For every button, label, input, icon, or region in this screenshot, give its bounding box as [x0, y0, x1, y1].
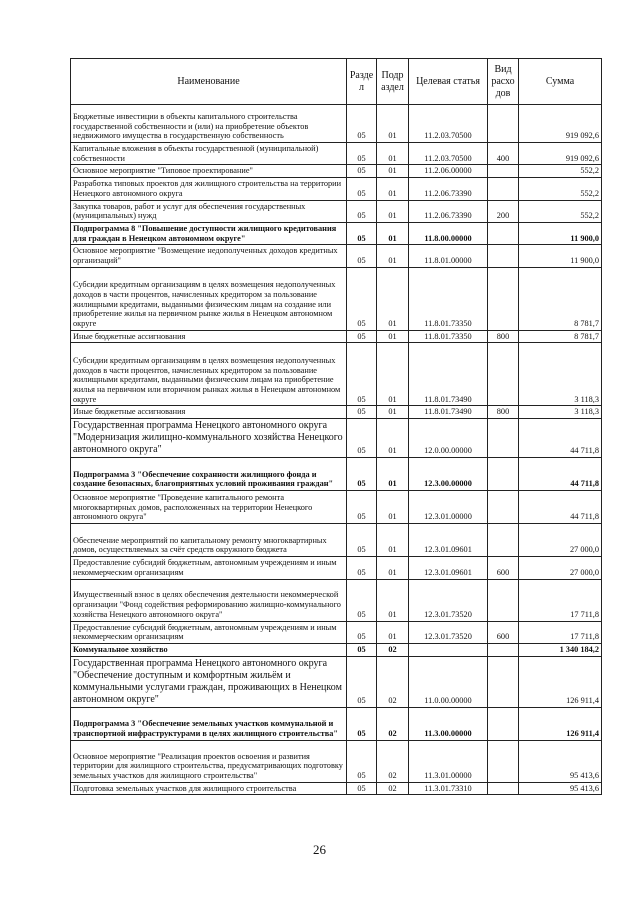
row-name: Основное мероприятие "Реализация проектов освоения и развития территории для жилищного строительства, предусматривающих подготовку земельных участков для жилищного строительства"	[71, 740, 347, 782]
row-name: Иные бюджетные ассигнования	[71, 406, 347, 419]
row-subsection: 01	[377, 491, 409, 524]
row-section: 05	[347, 245, 377, 267]
row-subsection: 02	[377, 707, 409, 740]
row-subsection: 01	[377, 330, 409, 343]
row-target: 11.8.00.00000	[409, 222, 488, 244]
table-row	[71, 245, 602, 267]
row-amount: 8 781,7	[519, 330, 602, 343]
row-expense-type: 800	[488, 330, 519, 343]
row-name: Основное мероприятие "Возмещение недополученных доходов кредитных организаций"	[71, 245, 347, 267]
table-row	[71, 579, 602, 621]
table-row	[71, 419, 602, 458]
row-target: 12.3.01.73520	[409, 579, 488, 621]
row-subsection: 01	[377, 245, 409, 267]
row-name: Обеспечение мероприятий по капитальному ремонту многоквартирных домов, осуществляемых за счёт средств окружного бюджета	[71, 524, 347, 557]
table-row	[71, 740, 602, 782]
row-amount: 552,2	[519, 165, 602, 178]
row-name: Основное мероприятие "Проведение капитального ремонта многоквартирных домов, расположенных на территории Ненецкого автономного округа"	[71, 491, 347, 524]
row-section: 05	[347, 330, 377, 343]
row-section: 05	[347, 621, 377, 643]
row-amount: 552,2	[519, 200, 602, 222]
row-target: 12.0.00.00000	[409, 419, 488, 458]
row-target: 12.3.01.00000	[409, 491, 488, 524]
row-name: Подпрограмма 3 "Обеспечение сохранности жилищного фонда и создание безопасных, благоприятных условий проживания граждан"	[71, 458, 347, 491]
row-section: 05	[347, 343, 377, 406]
row-subsection: 01	[377, 200, 409, 222]
row-name: Подпрограмма 3 "Обеспечение земельных участков коммунальной и транспортной инфраструктурами в целях жилищного строительства"	[71, 707, 347, 740]
row-expense-type	[488, 178, 519, 200]
row-target: 12.3.01.09601	[409, 557, 488, 579]
row-target: 11.2.06.73390	[409, 178, 488, 200]
row-section: 05	[347, 165, 377, 178]
header-amount: Сумма	[519, 59, 602, 105]
row-amount: 27 000,0	[519, 557, 602, 579]
row-target	[409, 643, 488, 656]
row-section: 05	[347, 782, 377, 795]
row-expense-type	[488, 419, 519, 458]
row-section: 05	[347, 105, 377, 143]
row-target: 11.2.03.70500	[409, 143, 488, 165]
row-name: Бюджетные инвестиции в объекты капитального строительства государственной собственности и (или) на приобретение объектов недвижимого имущества в государственную собственность	[71, 105, 347, 143]
row-target: 11.0.00.00000	[409, 656, 488, 707]
row-expense-type	[488, 245, 519, 267]
row-section: 05	[347, 143, 377, 165]
row-name: Капитальные вложения в объекты государственной (муниципальной) собственности	[71, 143, 347, 165]
table-row	[71, 143, 602, 165]
row-expense-type	[488, 458, 519, 491]
row-subsection: 01	[377, 621, 409, 643]
header-subsection: Подр аздел	[377, 59, 409, 105]
row-subsection: 01	[377, 343, 409, 406]
header-expense-type: Вид расхо дов	[488, 59, 519, 105]
row-subsection: 01	[377, 458, 409, 491]
row-target: 11.8.01.00000	[409, 245, 488, 267]
row-subsection: 01	[377, 579, 409, 621]
row-amount: 17 711,8	[519, 621, 602, 643]
row-amount: 44 711,8	[519, 491, 602, 524]
table-body	[71, 105, 602, 795]
row-target: 12.3.01.73520	[409, 621, 488, 643]
row-expense-type	[488, 222, 519, 244]
row-subsection: 01	[377, 143, 409, 165]
row-subsection: 01	[377, 557, 409, 579]
row-amount: 3 118,3	[519, 406, 602, 419]
row-section: 05	[347, 557, 377, 579]
row-section: 05	[347, 524, 377, 557]
row-target: 11.8.01.73490	[409, 343, 488, 406]
row-amount: 8 781,7	[519, 267, 602, 330]
header-section: Разде л	[347, 59, 377, 105]
table-header-row	[71, 59, 602, 105]
row-expense-type	[488, 579, 519, 621]
row-name: Основное мероприятие "Типовое проектирование"	[71, 165, 347, 178]
table-row	[71, 524, 602, 557]
row-name: Предоставление субсидий бюджетным, автономным учреждениям и иным некоммерческим организациям	[71, 557, 347, 579]
row-name: Государственная программа Ненецкого автономного округа "Обеспечение доступным и комфортным жильём и коммунальными услугами граждан, проживающих в Ненецком автономном округе"	[71, 656, 347, 707]
row-amount: 126 911,4	[519, 707, 602, 740]
row-section: 05	[347, 267, 377, 330]
row-subsection: 01	[377, 178, 409, 200]
row-amount: 11 900,0	[519, 245, 602, 267]
row-target: 11.2.06.00000	[409, 165, 488, 178]
row-target: 11.2.03.70500	[409, 105, 488, 143]
row-name: Закупка товаров, работ и услуг для обеспечения государственных (муниципальных) нужд	[71, 200, 347, 222]
row-name: Государственная программа Ненецкого автономного округа "Модернизация жилищно-коммунального хозяйства Ненецкого автономного округа"	[71, 419, 347, 458]
row-subsection: 01	[377, 267, 409, 330]
page-number: 26	[313, 842, 326, 857]
row-amount: 3 118,3	[519, 343, 602, 406]
row-section: 05	[347, 222, 377, 244]
header-name: Наименование	[71, 59, 347, 105]
row-amount: 95 413,6	[519, 782, 602, 795]
table-row	[71, 222, 602, 244]
table-row	[71, 406, 602, 419]
row-name: Субсидии кредитным организациям в целях возмещения недополученных доходов в части процентов, начисленных кредитором за пользование жилищными кредитами, выданными физическим лицам на приобретение жилья на первичном или вторичном рынках жилья в Ненецком автономном округе	[71, 343, 347, 406]
row-target: 11.2.06.73390	[409, 200, 488, 222]
row-target: 12.3.01.09601	[409, 524, 488, 557]
table-row	[71, 707, 602, 740]
row-expense-type: 200	[488, 200, 519, 222]
table-row	[71, 178, 602, 200]
row-name: Разработка типовых проектов для жилищного строительства на территории Ненецкого автономного округа	[71, 178, 347, 200]
row-expense-type	[488, 165, 519, 178]
row-section: 05	[347, 419, 377, 458]
row-subsection: 02	[377, 782, 409, 795]
row-subsection: 01	[377, 419, 409, 458]
row-section: 05	[347, 643, 377, 656]
row-section: 05	[347, 656, 377, 707]
row-expense-type: 400	[488, 143, 519, 165]
row-section: 05	[347, 740, 377, 782]
row-amount: 919 092,6	[519, 105, 602, 143]
row-expense-type	[488, 643, 519, 656]
row-expense-type	[488, 105, 519, 143]
table-row	[71, 621, 602, 643]
row-subsection: 01	[377, 105, 409, 143]
row-expense-type	[488, 740, 519, 782]
row-amount: 126 911,4	[519, 656, 602, 707]
row-subsection: 02	[377, 643, 409, 656]
row-amount: 11 900,0	[519, 222, 602, 244]
row-name: Субсидии кредитным организациям в целях возмещения недополученных доходов в части процентов, начисленных кредитором за пользование жилищными кредитами, выданными физическим лицам на создание или приобретение жилья на первичном рынке жилья в Ненецком автономном округе	[71, 267, 347, 330]
header-target: Целевая статья	[409, 59, 488, 105]
row-amount: 1 340 184,2	[519, 643, 602, 656]
table-row	[71, 458, 602, 491]
row-expense-type	[488, 491, 519, 524]
row-target: 11.3.00.00000	[409, 707, 488, 740]
row-amount: 27 000,0	[519, 524, 602, 557]
table-row	[71, 643, 602, 656]
row-subsection: 01	[377, 165, 409, 178]
row-section: 05	[347, 579, 377, 621]
table-row	[71, 656, 602, 707]
row-amount: 44 711,8	[519, 419, 602, 458]
row-subsection: 01	[377, 222, 409, 244]
row-name: Иные бюджетные ассигнования	[71, 330, 347, 343]
row-section: 05	[347, 178, 377, 200]
row-expense-type	[488, 343, 519, 406]
row-target: 11.8.01.73350	[409, 330, 488, 343]
row-subsection: 02	[377, 740, 409, 782]
row-expense-type: 600	[488, 621, 519, 643]
row-name: Предоставление субсидий бюджетным, автономным учреждениям и иным некоммерческим организациям	[71, 621, 347, 643]
row-name: Подпрограмма 8 "Повышение доступности жилищного кредитования для граждан в Ненецком автономном округе"	[71, 222, 347, 244]
row-expense-type: 800	[488, 406, 519, 419]
row-target: 11.8.01.73350	[409, 267, 488, 330]
row-name: Подготовка земельных участков для жилищного строительства	[71, 782, 347, 795]
table-row	[71, 491, 602, 524]
row-target: 11.3.01.00000	[409, 740, 488, 782]
table-row	[71, 557, 602, 579]
row-amount: 919 092,6	[519, 143, 602, 165]
row-amount: 44 711,8	[519, 458, 602, 491]
budget-table	[70, 58, 602, 795]
row-expense-type	[488, 656, 519, 707]
table-row	[71, 105, 602, 143]
table-row	[71, 267, 602, 330]
table-row	[71, 343, 602, 406]
row-amount: 17 711,8	[519, 579, 602, 621]
row-section: 05	[347, 200, 377, 222]
table-row	[71, 200, 602, 222]
row-expense-type	[488, 524, 519, 557]
row-target: 11.8.01.73490	[409, 406, 488, 419]
row-section: 05	[347, 491, 377, 524]
row-target: 12.3.00.00000	[409, 458, 488, 491]
row-expense-type	[488, 782, 519, 795]
row-subsection: 01	[377, 524, 409, 557]
table-row	[71, 330, 602, 343]
row-name: Коммунальное хозяйство	[71, 643, 347, 656]
table-row	[71, 165, 602, 178]
row-subsection: 02	[377, 656, 409, 707]
row-expense-type: 600	[488, 557, 519, 579]
row-subsection: 01	[377, 406, 409, 419]
row-amount: 95 413,6	[519, 740, 602, 782]
table-row	[71, 782, 602, 795]
row-target: 11.3.01.73310	[409, 782, 488, 795]
row-name: Имущественный взнос в целях обеспечения деятельности некоммерческой организации "Фонд содействия реформированию жилищно-коммунального хозяйства Ненецкого автономного округа"	[71, 579, 347, 621]
row-amount: 552,2	[519, 178, 602, 200]
row-expense-type	[488, 707, 519, 740]
row-expense-type	[488, 267, 519, 330]
row-section: 05	[347, 707, 377, 740]
row-section: 05	[347, 458, 377, 491]
row-section: 05	[347, 406, 377, 419]
